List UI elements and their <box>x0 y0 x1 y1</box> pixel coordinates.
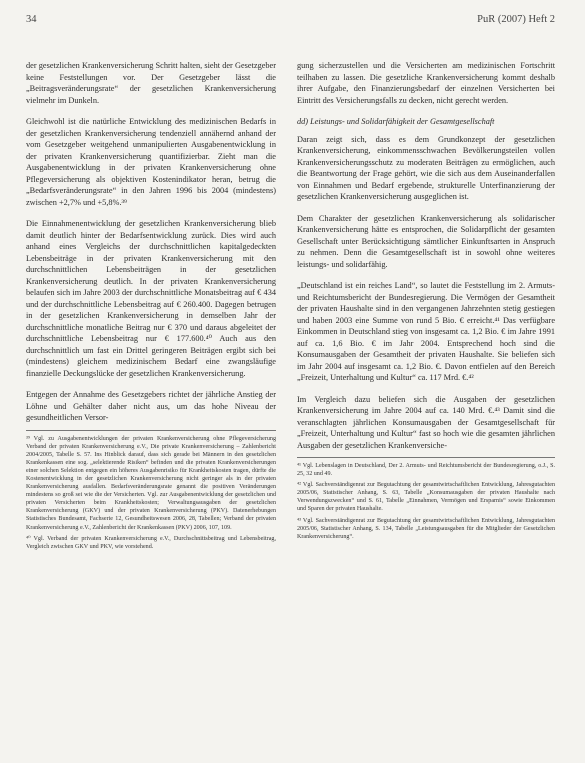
journal-title: PuR (2007) Heft 2 <box>477 14 555 25</box>
footnote: ⁴² Vgl. Sachverständigenrat zur Begutachtung der gesamtwirtschaftlichen Entwicklung, Jahresgutachten 2005/06, Statistischer Anhang, S. 63, Tabelle „Konsumausgaben der privaten Haushalte nach Verwendungszwecken“ und S. 61, Tabelle „Einnahmen, Vermögen und Ersparnis“ sowie Einkommen und Sparen der privaten Haushalte. <box>297 482 555 513</box>
right-column <box>297 60 555 544</box>
footnotes <box>297 457 555 541</box>
paragraph: Entgegen der Annahme des Gesetzgebers richtet der jährliche Anstieg der Löhne und Gehälter daher nicht aus, um das hohe Niveau der gesundheitlichen Versor- <box>26 390 276 422</box>
paragraph: Dem Charakter der gesetzlichen Krankenversicherung als solidarischer Krankenversicherung hätte es entsprochen, die Solidarpflicht der gesamten Gesellschaft unter Berücksichtigung sämtlicher Einkunftsarten in Anspruch zu nehmen. Denn die Gesamtgesellschaft ist in sowohl ohne weiteres leistungs- und solidarfähig. <box>297 213 555 269</box>
paragraph: der gesetzlichen Krankenversicherung Schritt halten, sieht der Gesetzgeber keine Feststellungen vor. Der Gesetzgeber lässt die „Beitragsveränderungsrate“ der gesetzlichen Krankenversicherung vielmehr im Dunkeln. <box>26 61 276 105</box>
paragraph: Die Einnahmenentwicklung der gesetzlichen Krankenversicherung blieb damit deutlich hinter der Bedarfsentwicklung zurück. Dies wird auch anhand eines Vergleichs der durchschnittlichen kapitalgedeckten Lebensbeiträge in der privaten Krankenversicherung mit den durchschnittlichen Lebensbeiträgen in der gesetzlichen Krankenversicherung deutlich. In der privaten Krankenversicherung belaufen sich im Jahre 2003 der durchschnittliche Monatsbeitrag auf € 434 und der durchschnittliche Lebensbeitrag auf € 260.400. Dagegen betrugen in der gesetzlichen Krankenversicherung in demselben Jahr der durchschnittliche monatliche Beitrag nur € 370 und daraus abgeleitet der durchschnittliche Lebensbeitrag nur € 177.600.⁴⁰ Auch aus den durchschnittlich um fast ein Drittel geringeren Beiträgen ergibt sich bei (mindestens) gleichem medizinischem Bedarf eine zwangsläufige finanzielle Deckungslücke der gesetzlichen Krankenversicherung. <box>26 219 276 378</box>
paragraph: Im Vergleich dazu beliefen sich die Ausgaben der gesetzlichen Krankenversicherung im Jahre 2004 auf ca. 140 Mrd. €.⁴³ Damit sind die veranschlagten jährlichen Konsumausgaben der Gesamtgesellschaft für „Freizeit, Unterhaltung und Kultur“ fast so hoch wie die gesamten jährlichen Ausgaben der gesetzlichen Krankenversiche- <box>297 394 555 450</box>
running-head <box>26 14 555 25</box>
left-column <box>26 60 276 554</box>
paragraph: „Deutschland ist ein reiches Land“, so lautet die Feststellung im 2. Armuts- und Reichtumsbericht der Bundesregierung. Die Vermögen der Gesamtheit der privaten Haushalte sind in den vergangenen Jahrzehnten stetig gestiegen und haben 2003 eine Summe von rund 5 Bio. € erreicht.⁴¹ Das verfügbare Einkommen in Deutschland stieg von insgesamt ca. 1,2 Bio. € im Jahre 1991 auf ca. 1,6 Bio. € im Jahr 2004. Entsprechend hoch sind die Konsumausgaben der Gesamtheit der privaten Haushalte. Sie beliefen sich im Jahr 2004 auf insgesamt ca. 1,2 Bio. €. Davon entfielen auf den Bereich „Freizeit, Unterhaltung und Kultur“ ca. 117 Mrd. €.⁴² <box>297 281 555 382</box>
paragraph: Gleichwohl ist die natürliche Entwicklung des medizinischen Bedarfs in der gesetzlichen Krankenversicherung tendenziell annähernd anhand der vom Gesetzgeber weitgehend unmanipulierten Ausgabenentwicklung in der privaten Krankenversicherung quantifizierbar. Zieht man die Ausgabenentwicklung in der privaten Krankenversicherung ohne Pflegeversicherung als objektiven Kostenindikator heran, betrug die „Bedarfsveränderungsrate“ in den Jahren 1996 bis 2004 (mindestens) zwischen +2,7% und +5,8%.³⁹ <box>26 117 276 207</box>
footnote: ⁴⁰ Vgl. Verband der privaten Krankenversicherung e.V., Durchschnittsbeitrag und Lebensbeitrag, Vergleich zwischen GKV und PKV, wie vorstehend. <box>26 535 276 550</box>
footnotes <box>26 430 276 551</box>
page-number: 34 <box>26 14 37 25</box>
paragraph: Daran zeigt sich, dass es dem Grundkonzept der gesetzlichen Krankenversicherung, einkommensschwachen Bevölkerungsteilen vollen Krankenversicherungsschutz zu moderaten Beiträgen zu ermöglichen, auch die Beantwortung der Frage gehört, wie die sich aus dem Auseinanderfallen von Einnahmen und Bedarf ergebende, strukturelle Unterfinanzierung der gesetzlichen Krankenversicherung ausgeglichen ist. <box>297 134 555 201</box>
section-heading: dd) Leistungs- und Solidarfähigkeit der Gesamtgesellschaft <box>297 117 495 126</box>
footnote: ³⁹ Vgl. zu Ausgabenentwicklungen der privaten Krankenversicherung ohne Pflegeversicherung Verband der privaten Krankenversicherung e.V., Die private Krankenversicherung – Zahlenbericht 2004/2005, Tabelle S. 57. Ins Hinblick darauf, dass sich gerade bei Männern in den gesetzlichen Krankenkassen eine sog. „selektierende Risiken“ befinden und die privaten Krankenversicherungen einer solchen Selektion entgegen ein höheres Ausgabenrisiko für Krankheitskosten tragen, dürfte die Kostenentwicklung in der gesetzlichen Krankenversicherung nicht geringer als in der privaten Krankenversicherung ausfallen. Bedarfsveränderungsrate genannt die positiven Veränderungen mindestens so groß sei wie die der Versicherten. Vgl. zur Ausgabenentwicklung der gesetzlichen und privaten Versicherten beim Krankheitskosten; Verwaltungsausgaben der gesetzlichen Krankenversicherung (GKV) und der privaten Krankenversicherung (PKV). Datenerhebungen Statistisches Bundesamt, Fachserie 12, Gesundheitswesen 2006, 28, Tabellen; Verband der privaten Krankenversicherung e.V., Zahlenbericht der Krankenkassen (PKV) 2006, 107, 109. <box>26 435 276 531</box>
footnote: ⁴³ Vgl. Sachverständigenrat zur Begutachtung der gesamtwirtschaftlichen Entwicklung, Jahresgutachten 2005/06, Statistischer Anhang, S. 134, Tabelle „Leistungsausgaben für die Mitglieder der Gesetzlichen Krankenversicherung“. <box>297 517 555 540</box>
paragraph: gung sicherzustellen und die Versicherten am medizinischen Fortschritt teilhaben zu lassen. Die gesetzliche Krankenversicherung kommt deshalb ihrer Aufgabe, den Finanzierungsbedarf der einzelnen Versicherten bei Eintritt des Versicherungsfalls zu decken, nicht gerecht werden. <box>297 61 555 105</box>
footnote: ⁴¹ Vgl. Lebenslagen in Deutschland, Der 2. Armuts- und Reichtumsbericht der Bundesregierung, o.J., S. 25, 32 und 49. <box>297 463 555 478</box>
